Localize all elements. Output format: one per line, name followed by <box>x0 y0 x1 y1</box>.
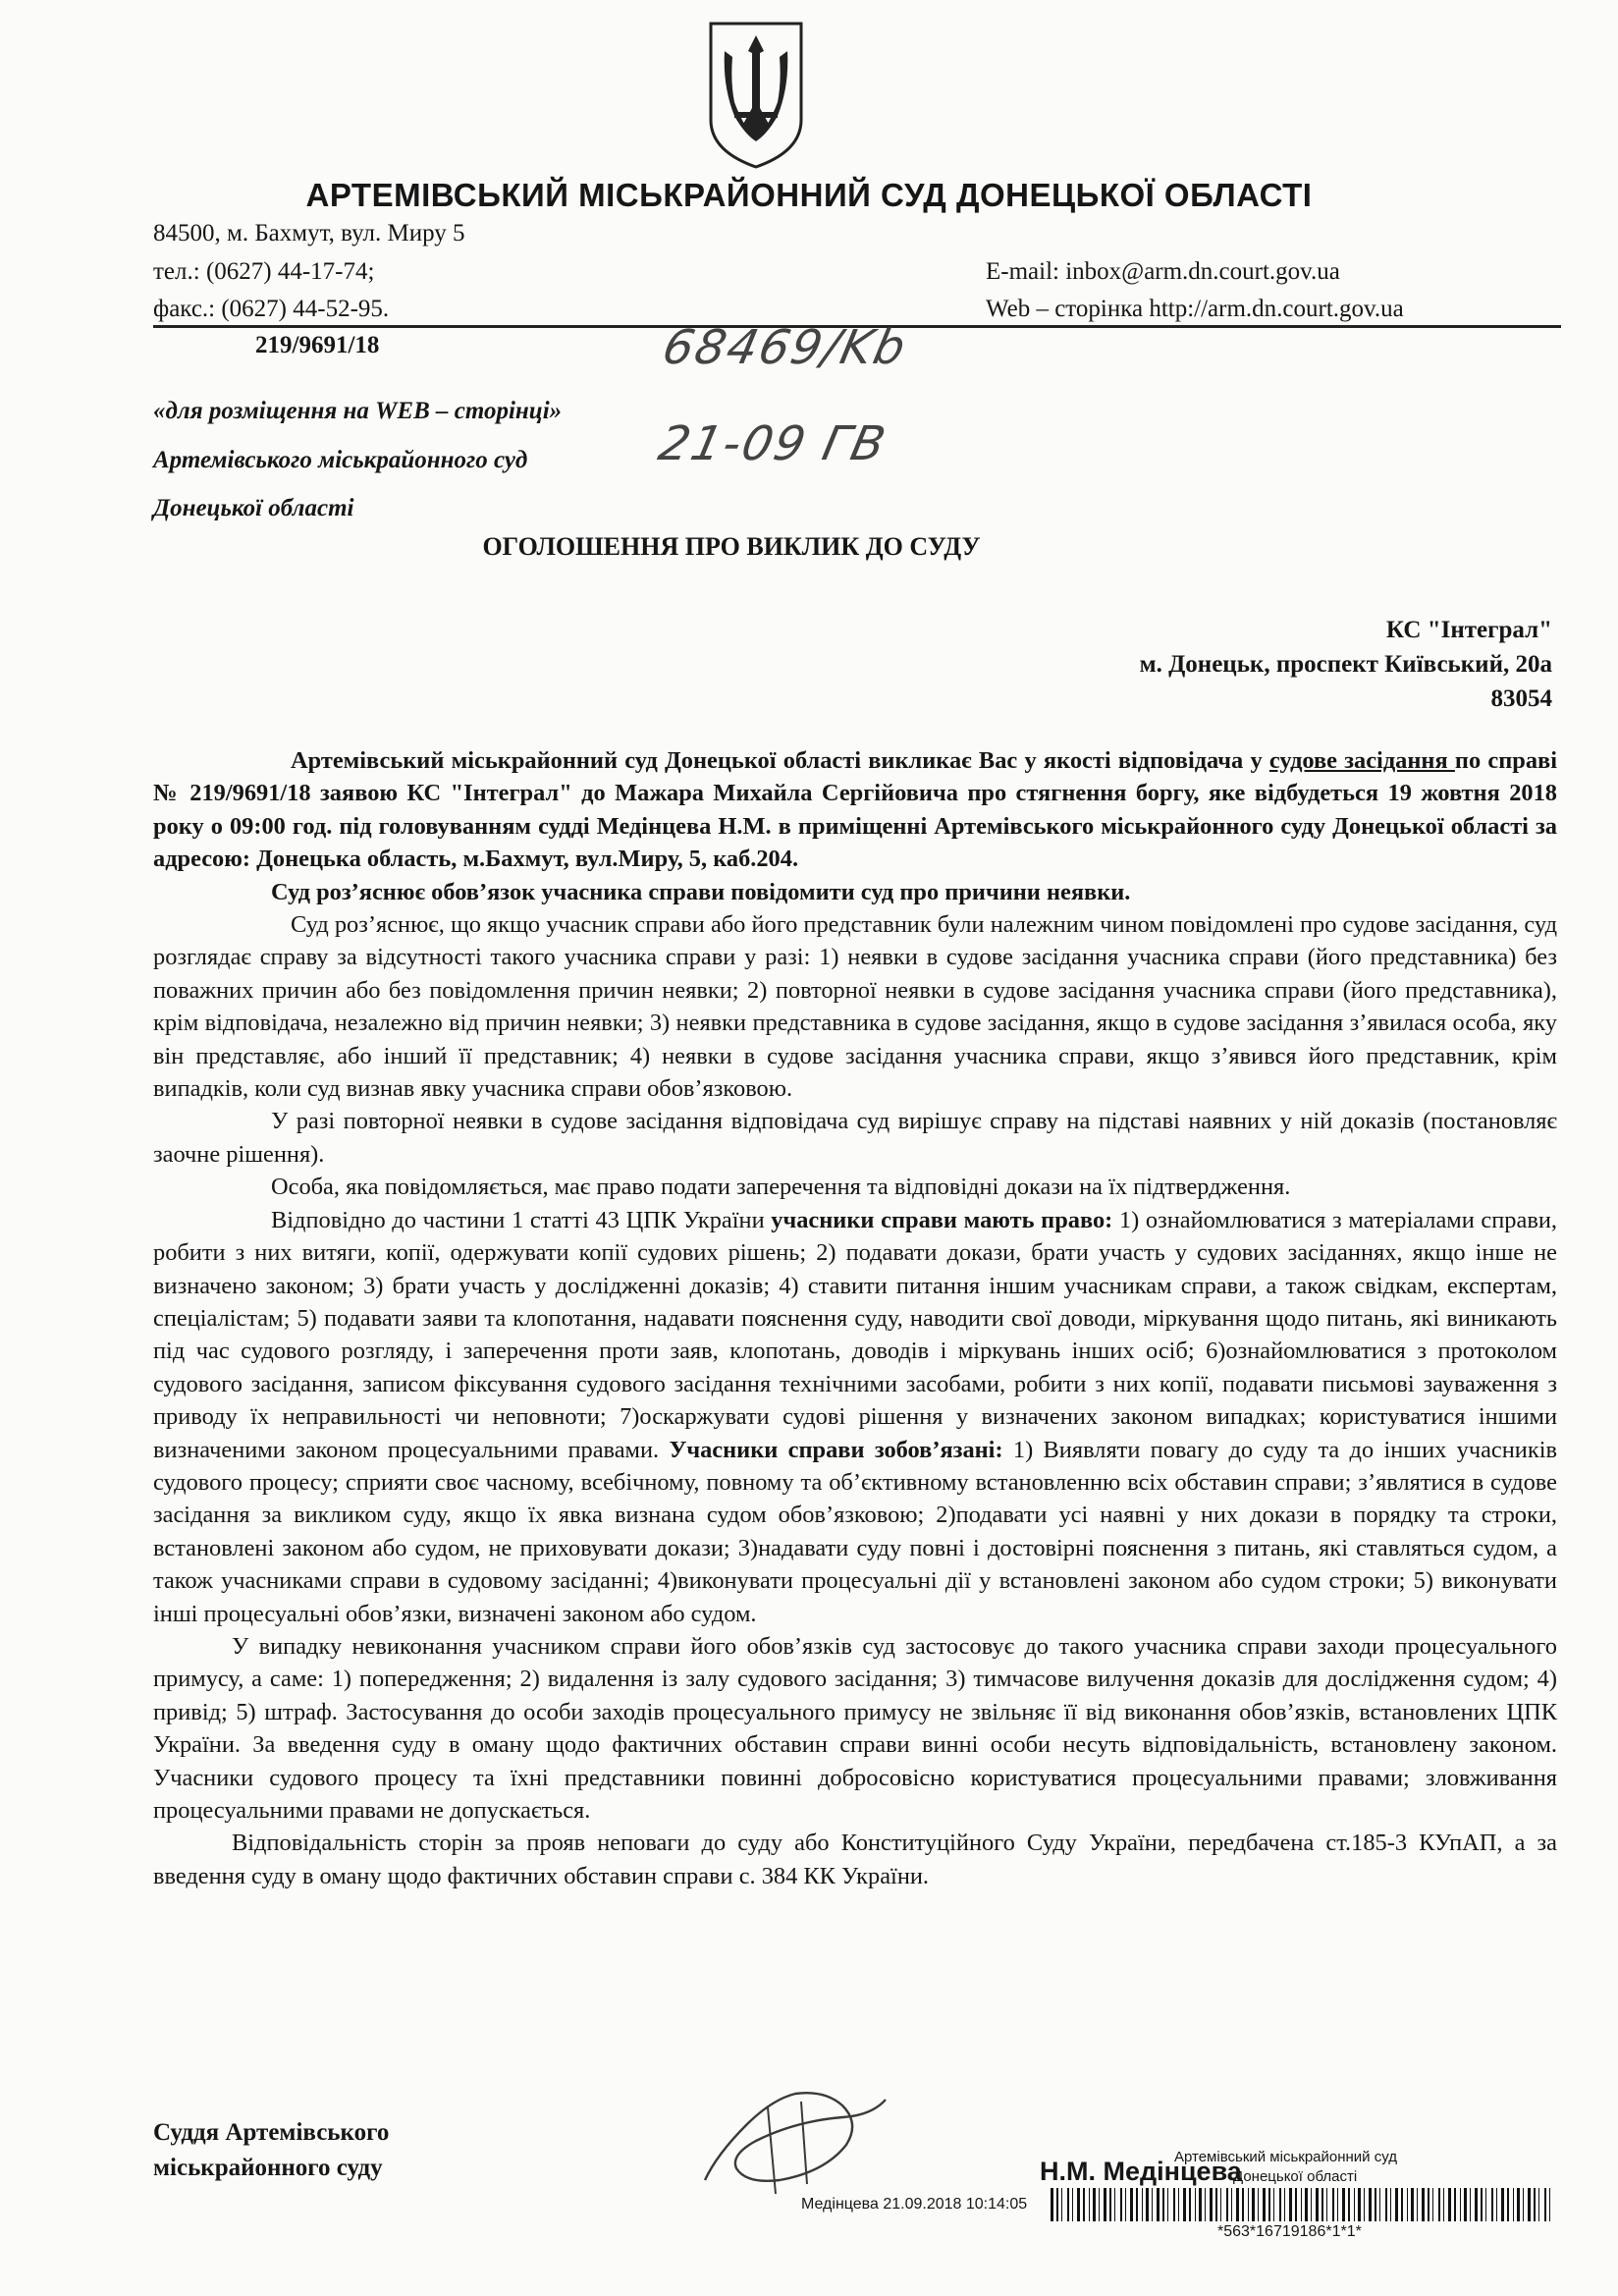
barcode-bar <box>1549 2188 1550 2221</box>
coercion-paragraph: У випадку невиконання учасником справи його обов’язків суд застосовує до такого учасника справи заходи процесуального примусу, а саме: 1) попередження; 2) видалення із залу судового засідання; 3) тимчасове вилучення доказів для дослідження судом; 4) привід; 5) штраф. Застосування до особи заходів процесуального примусу не звільняє її від виконання обов’язків, встановлених ЦПК України. За введення суду в оману щодо фактичних обставин справи винні особи несуть відповідальність, встановлену законом. Учасники судового процесу та їхні представники повинні добросовісно користуватися процесуальними правами; зловживання процесуальними правами не допускається. <box>153 1632 1557 1824</box>
barcode-bar <box>1501 2188 1504 2221</box>
handwritten-signature-icon <box>677 2086 913 2200</box>
barcode-bar <box>1448 2188 1451 2221</box>
barcode-bar <box>1067 2188 1069 2221</box>
barcode-bar <box>1104 2188 1106 2221</box>
barcode-bar <box>1417 2188 1418 2221</box>
barcode-number: *563*16719186*1*1* <box>1217 2223 1362 2240</box>
barcode-bar <box>1470 2188 1471 2221</box>
barcode-bar <box>1199 2188 1202 2221</box>
barcode-bar <box>1432 2188 1433 2221</box>
barcode-bar <box>1438 2188 1440 2221</box>
barcode-bar <box>1523 2188 1524 2221</box>
barcode-bar <box>1295 2188 1297 2221</box>
barcode-bar <box>1099 2188 1100 2221</box>
barcode-bar <box>1369 2188 1372 2221</box>
court-fax: факс.: (0627) 44-52-95. <box>153 296 390 322</box>
barcode-bar <box>1411 2188 1414 2221</box>
barcode-bar <box>1422 2188 1425 2221</box>
notice-body <box>153 744 1557 1892</box>
default-judgment-paragraph: У разі повторної неявки в судове засідання відповідача суд вирішує справу на підставі наявних у ній доказів (постановляє заочне рішення). <box>153 1108 1557 1168</box>
barcode-bar <box>1236 2188 1239 2221</box>
barcode-bar <box>1507 2188 1509 2221</box>
barcode-bar <box>1289 2188 1292 2221</box>
barcode-bar <box>1142 2188 1143 2221</box>
liability-paragraph: Відповідальність сторін за прояв неповаги до суду або Конституційного Суду України, передбачена ст.185-3 КУпАП, а за введення суду в оману щодо фактичних обставин справи с. 384 КК України. <box>153 1830 1557 1889</box>
summons-paragraph: Артемівський міськрайонний суд Донецької області викликає Вас у якості відповідача у судове засідання по справі № 219/9691/18 заявою КС "Інтеграл" до Мажара Михайла Сергійовича про стягнення боргу, яке відбудеться 19 жовтня 2018 року о 09:00 год. під головуванням судді Медінцева Н.М. в приміщенні Артемівського міськрайонного суду Донецької області за адресою: Донецька область, м.Бахмут, вул.Миру, 5, каб.204. <box>153 747 1557 873</box>
court-phone: тел.: (0627) 44-17-74; <box>153 258 375 285</box>
barcode-bar <box>1460 2188 1461 2221</box>
barcode-bar <box>1375 2188 1376 2221</box>
court-website: Web – сторінка http://arm.dn.court.gov.ua <box>986 296 1404 322</box>
objection-right-paragraph: Особа, яка повідомляється, має право подати заперечення та відповідні докази на їх підтвердження. <box>271 1174 1291 1201</box>
barcode-bar <box>1301 2188 1302 2221</box>
barcode-bar <box>1056 2188 1058 2221</box>
judge-name: Н.М. Медінцева <box>1040 2157 1242 2186</box>
barcode-bar <box>1513 2188 1514 2221</box>
barcode-bar <box>1337 2188 1338 2221</box>
barcode-bar <box>1072 2188 1073 2221</box>
barcode-bar <box>1538 2188 1539 2221</box>
judge-title: Суддя Артемівського міськрайонного суду <box>153 2119 390 2181</box>
barcode-bar <box>1428 2188 1429 2221</box>
placement-note-line3: Донецької області <box>153 495 354 521</box>
barcode-bar <box>1210 2188 1213 2221</box>
barcode-bar <box>1167 2188 1168 2221</box>
barcode-bar <box>1273 2188 1274 2221</box>
barcode-bar <box>1528 2188 1531 2221</box>
barcode-bar <box>1195 2188 1196 2221</box>
barcode-bar <box>1475 2188 1478 2221</box>
trident-coat-of-arms-icon <box>705 18 807 171</box>
barcode-bar <box>1093 2188 1096 2221</box>
barcode-bar <box>1385 2188 1387 2221</box>
placement-note-line1: «для розміщення на WEB – сторінці» <box>153 398 563 424</box>
barcode-bar <box>1407 2188 1408 2221</box>
barcode-bar <box>1162 2188 1164 2221</box>
barcode-bar <box>1136 2188 1138 2221</box>
barcode-bar <box>1284 2188 1285 2221</box>
barcode-bar <box>1226 2188 1228 2221</box>
barcode-bar <box>1215 2188 1217 2221</box>
stamp-court-line: Артемівський міськрайонний суд <box>1174 2149 1397 2165</box>
rights-duties-paragraph: Відповідно до частини 1 статті 43 ЦПК України учасники справи мають право: 1) ознайомлюватися з матеріалами справи, робити з них витяги, копії, одержувати копії судових рішень; 2) подавати докази, брати участь у судових засіданнях, якщо інше не визначено законом; 3) брати участь у дослідженні доказів; 4) ставити питання іншим учасникам справи, а також свідкам, експертам, спеціалістам; 5) подавати заяви та клопотання, надавати пояснення суду, наводити свої доводи, міркування щодо питань, які виникають під час судового розгляду, і заперечення проти заяв, клопотань, доводів і міркувань інших осіб; 6)ознайомлюватися з протоколом судового засідання, записом фіксування судового засідання технічними засобами, робити з них копії, подавати письмові зауваження з приводу їх неправильності чи неповноти; 7)оскаржувати судові рішення у визначених законом випадках; користуватися іншими визначеними законом процесуальними правами. Учасники справи зобов’язані: 1) Виявляти повагу до суду та до інших учасників судового процесу; сприяти своє часному, всебічному, повному та об’єктивному встановленню всіх обставин справи; з’являтися в судове засідання за викликом суду, якщо їх явка визнана судом обов’язковою; 2)подавати усі наявні у них докази в порядку та строки, встановлені законом або судом, не приховувати докази; 3)надавати суду повні і достовірні пояснення з питань, які ставляться судом, а також учасниками справи в судовому засіданні; 4)виконувати процесуальні дії у встановлені законом або судом строки; 5) виконувати інші процесуальні обов’язки, визначені законом або судом. <box>153 1206 1558 1627</box>
barcode-bar <box>1258 2188 1259 2221</box>
barcode-bar <box>1125 2188 1126 2221</box>
barcode-bar <box>1534 2188 1536 2221</box>
barcode-bar <box>1061 2188 1062 2221</box>
explanation-heading: Суд роз’яснює обов’язок учасника справи повідомити суд про причини неявки. <box>271 878 1131 905</box>
barcode-bar <box>1205 2188 1206 2221</box>
barcode-bar <box>1083 2188 1085 2221</box>
handwritten-date: 21-09 ГВ <box>654 416 892 471</box>
barcode-bar <box>1358 2188 1361 2221</box>
barcode-bar <box>1152 2188 1153 2221</box>
barcode-bar <box>1395 2188 1398 2221</box>
addressee-street: м. Донецьк, проспект Київський, 20а <box>1139 651 1552 678</box>
barcode-bar <box>1348 2188 1350 2221</box>
barcode-bar <box>1401 2188 1403 2221</box>
barcode-bar <box>1242 2188 1244 2221</box>
barcode-bar <box>1342 2188 1345 2221</box>
barcode-bar <box>1379 2188 1380 2221</box>
addressee-postcode: 83054 <box>1490 685 1552 712</box>
barcode-bar <box>1178 2188 1179 2221</box>
electronic-signature-stamp: Медінцева 21.09.2018 10:14:05 <box>801 2196 1028 2213</box>
barcode-bar <box>1130 2188 1133 2221</box>
barcode-bar <box>1390 2188 1391 2221</box>
addressee-name: КС "Інтеграл" <box>1385 617 1552 643</box>
barcode-bar <box>1263 2188 1266 2221</box>
barcode-bar <box>1443 2188 1444 2221</box>
barcode-bar <box>1316 2188 1319 2221</box>
barcode-bar <box>1517 2188 1520 2221</box>
barcode-bar <box>1173 2188 1175 2221</box>
barcode-bar <box>1109 2188 1111 2221</box>
stamp-region-line: Донецької області <box>1233 2168 1358 2185</box>
barcode-bar <box>1311 2188 1312 2221</box>
court-name: АРТЕМІВСЬКИЙ МІСЬКРАЙОННИЙ СУД ДОНЕЦЬКОЇ ОБЛАСТІ <box>305 177 1313 213</box>
handwritten-registration: 68469/Kb <box>658 320 912 375</box>
barcode-bar <box>1354 2188 1355 2221</box>
barcode-bar <box>1491 2188 1493 2221</box>
barcode-bar <box>1089 2188 1090 2221</box>
barcode-bar <box>1248 2188 1249 2221</box>
addressee-block <box>1140 613 1552 716</box>
barcode-bar <box>1189 2188 1191 2221</box>
court-email: E-mail: inbox@arm.dn.court.gov.ua <box>986 258 1340 285</box>
barcode-bar <box>1321 2188 1323 2221</box>
barcode-bar <box>1464 2188 1467 2221</box>
barcode-bar <box>1120 2188 1122 2221</box>
document-title: ОГОЛОШЕННЯ ПРО ВИКЛИК ДО СУДУ <box>482 532 981 561</box>
barcode-bar <box>1326 2188 1327 2221</box>
document-barcode <box>1051 2188 1556 2221</box>
barcode-bar <box>1268 2188 1270 2221</box>
barcode-bar <box>1146 2188 1149 2221</box>
barcode-bar <box>1220 2188 1221 2221</box>
barcode-bar <box>1485 2188 1486 2221</box>
barcode-bar <box>1544 2188 1546 2221</box>
placement-note-line2: Артемівського міськрайонного суд <box>153 447 528 473</box>
barcode-bar <box>1114 2188 1115 2221</box>
barcode-bar <box>1157 2188 1160 2221</box>
barcode-bar <box>1231 2188 1232 2221</box>
barcode-bar <box>1305 2188 1308 2221</box>
barcode-bar <box>1481 2188 1483 2221</box>
barcode-bar <box>1183 2188 1186 2221</box>
barcode-bar <box>1454 2188 1456 2221</box>
barcode-bar <box>1364 2188 1365 2221</box>
barcode-bar <box>1332 2188 1334 2221</box>
barcode-bar <box>1252 2188 1255 2221</box>
barcode-bar <box>1279 2188 1281 2221</box>
absence-rules-paragraph: Суд роз’яснює, що якщо учасник справи або його представник були належним чином повідомлені про судове засідання, суд розглядає справу за відсутності такого учасника справи у разі: 1) неявки в судове засідання учасника справи (його представника) без поважних причин або без повідомлення причин неявки; 2) повторної неявки в судове засідання учасника справи (його представника), крім відповідача, незалежно від причин неявки; 3) неявки представника в судове засідання, якщо в судове засідання з’явилася особа, яку він представляє, або інший її представник; 4) неявки в судове засідання учасника справи, якщо з’явився його представник, крім випадків, коли суд визнав явку учасника справи обов’язковою. <box>153 911 1557 1103</box>
barcode-bar <box>1077 2188 1080 2221</box>
case-number: 219/9691/18 <box>255 332 380 358</box>
court-address: 84500, м. Бахмут, вул. Миру 5 <box>153 220 465 246</box>
barcode-bar <box>1496 2188 1497 2221</box>
barcode-bar <box>1051 2188 1053 2221</box>
